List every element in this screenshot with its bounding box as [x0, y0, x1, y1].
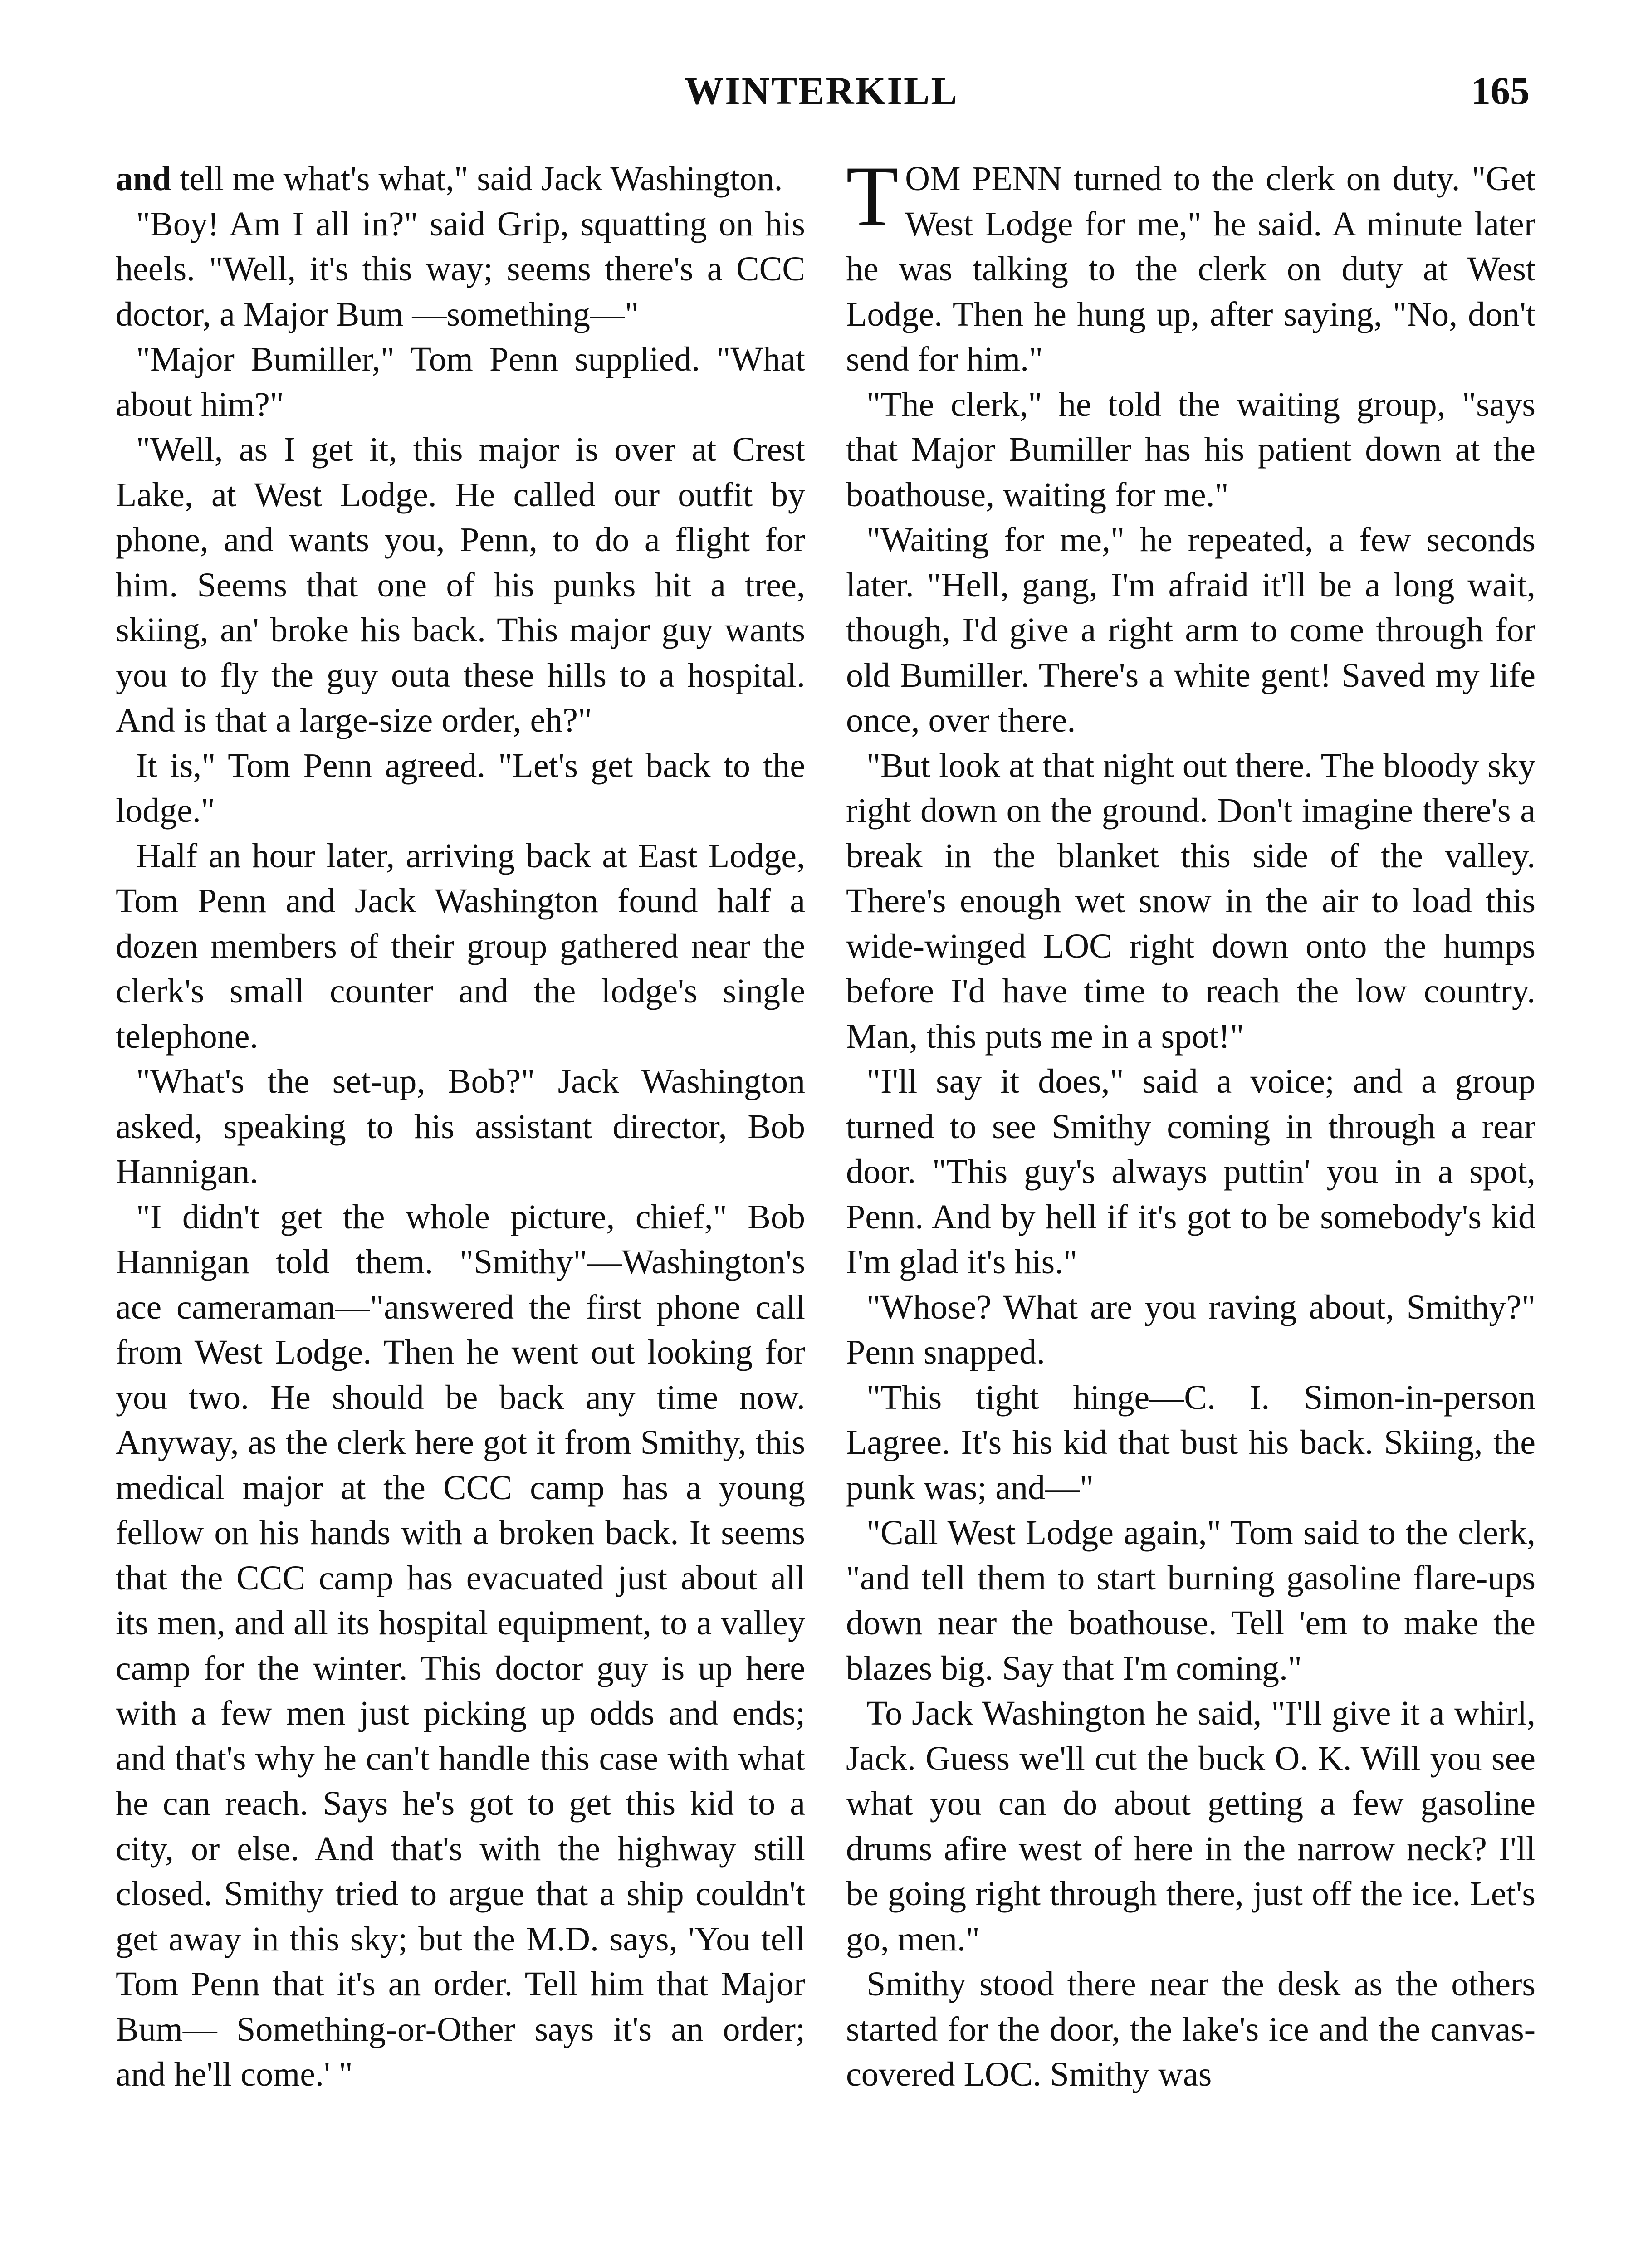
- drop-cap: T: [846, 149, 899, 244]
- page-header: [0, 68, 1643, 127]
- paragraph: "Boy! Am I all in?" said Grip, squatting on his heels. "Well, it's this way; seems there's a CCC doctor, a Major Bum —something—": [116, 205, 805, 333]
- paragraph: "I didn't get the whole picture, chief," Bob Hannigan told them. "Smithy"—Washington's ace cameraman—"answered the first phone call from West Lodge. Then he went out looking for you two. He should be back any time now. Anyway, as the clerk here got it from Smithy, this medical major at the CCC camp has a young fellow on his hands with a broken back. It seems that the CCC camp has evacuated just about all its men, and all its hospital equipment, to a valley camp for the winter. This doctor guy is up here with a few men just picking up odds and ends; and that's why he can't handle this case with what he can reach. Says he's got to get this kid to a city, or else. And that's with the highway still closed. Smithy tried to argue that a ship couldn't get away in this sky; but the M.D. says, 'You tell Tom Penn that it's an order. Tell him that Major Bum— Something-or-Other says it's an order; and he'll come.' ": [116, 1198, 805, 2093]
- paragraph: "I'll say it does," said a voice; and a group turned to see Smithy coming in through a rear door. "This guy's always puttin' you in a spot, Penn. And by hell if it's got to be somebody's kid I'm glad it's his.": [846, 1062, 1535, 1281]
- paragraph: "Call West Lodge again," Tom said to the clerk, "and tell them to start burning gasoline flare-ups down near the boathouse. Tell 'em to make the blazes big. Say that I'm coming.": [846, 1514, 1535, 1687]
- lead-bold-word: and: [116, 160, 171, 198]
- lead-text: tell me what's what," said Jack Washington.: [171, 160, 783, 198]
- paragraph: "Well, as I get it, this major is over at Crest Lake, at West Lodge. He called our outfit by phone, and wants you, Penn, to do a flight for him. Seems that one of his punks hit a tree, skiing, an' broke his back. This major guy wants you to fly the guy outa these hills to a hospital. And is that a large-size order, eh?": [116, 430, 805, 739]
- paragraph: "Whose? What are you raving about, Smithy?" Penn snapped.: [846, 1288, 1535, 1371]
- paragraph: "Major Bumiller," Tom Penn supplied. "What about him?": [116, 340, 805, 424]
- right-lead-paragraph: [846, 149, 1535, 382]
- paragraph: It is," Tom Penn agreed. "Let's get back to the lodge.": [116, 746, 805, 830]
- paragraph: "The clerk," he told the waiting group, "says that Major Bumiller has his patient down at the boathouse, waiting for me.": [846, 385, 1535, 514]
- paragraph: To Jack Washington he said, "I'll give it a whirl, Jack. Guess we'll cut the buck O. K. Will you see what you can do about getting a few gasoline drums afire west of here in the narrow neck? I'll be going right through there, just off the ice. Let's go, men.": [846, 1694, 1535, 1958]
- paragraph: "This tight hinge—C. I. Simon-in-person Lagree. It's his kid that bust his back. Skiing, the punk was; and—": [846, 1378, 1535, 1507]
- left-lead-paragraph: [116, 156, 805, 202]
- paragraph: Half an hour later, arriving back at East Lodge, Tom Penn and Jack Washington found half a dozen members of their group gathered near the clerk's small counter and the lodge's single telephone.: [116, 836, 805, 1056]
- left-column: [116, 156, 805, 2097]
- paragraph: "But look at that night out there. The bloody sky right down on the ground. Don't imagine there's a break in the blanket this side of the valley. There's enough wet snow in the air to load this wide-winged LOC right down onto the humps before I'd have time to reach the low country. Man, this puts me in a spot!": [846, 746, 1535, 1056]
- lead-text: OM PENN turned to the clerk on duty. "Get West Lodge for me," he said. A minute later he was talking to the clerk on duty at West Lodge. Then he hung up, after saying, "No, don't send for him.": [846, 160, 1535, 378]
- paragraph: Smithy stood there near the desk as the others started for the door, the lake's ice and the canvas-covered LOC. Smithy was: [846, 1965, 1535, 2093]
- right-column: [846, 149, 1535, 2097]
- page-number: 165: [1471, 69, 1530, 112]
- running-title: WINTERKILL: [685, 69, 958, 112]
- paragraph: "What's the set-up, Bob?" Jack Washington asked, speaking to his assistant director, Bob Hannigan.: [116, 1062, 805, 1191]
- paragraph: "Waiting for me," he repeated, a few seconds later. "Hell, gang, I'm afraid it'll be a long wait, though, I'd give a right arm to come through for old Bumiller. There's a white gent! Saved my life once, over there.: [846, 521, 1535, 739]
